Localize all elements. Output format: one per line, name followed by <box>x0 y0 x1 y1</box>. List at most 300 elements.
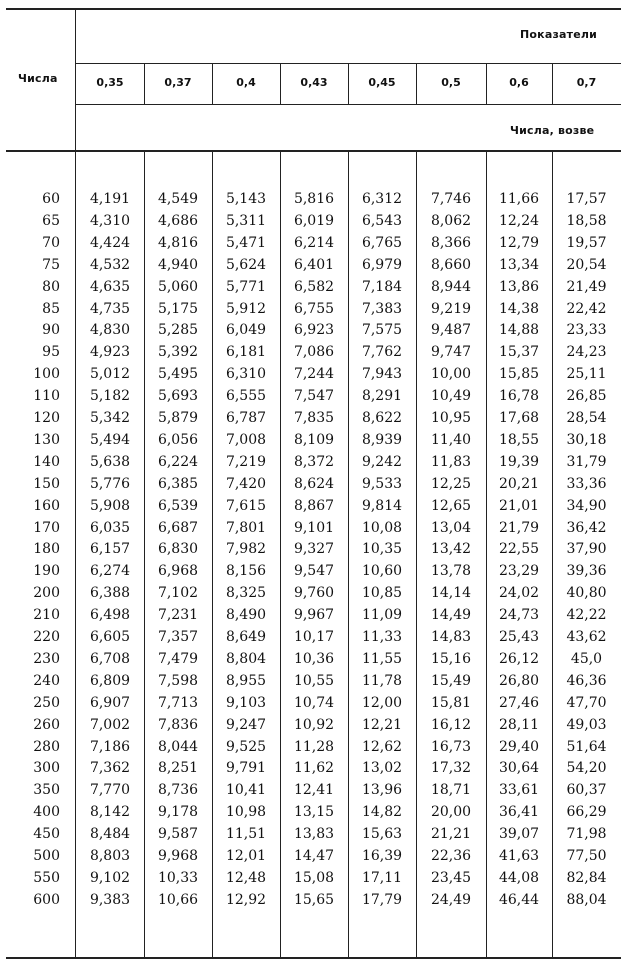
table-cell: 5,771 <box>225 278 267 295</box>
table-cell: 9,327 <box>293 541 335 558</box>
table-cell: 13,78 <box>430 563 472 580</box>
table-cell: 8,490 <box>225 607 267 624</box>
table-cell: 15,37 <box>498 344 540 361</box>
table-cell: 5,908 <box>89 497 131 514</box>
exponent-header: 0,5 <box>441 76 461 89</box>
row-number: 280 <box>33 738 60 755</box>
table-cell: 5,285 <box>157 322 199 339</box>
top-title: Показатели <box>520 28 598 41</box>
table-cell: 8,109 <box>293 431 335 448</box>
table-cell: 7,479 <box>157 650 199 667</box>
table-cell: 11,62 <box>293 760 335 777</box>
table-cell: 60,37 <box>566 782 607 799</box>
table-cell: 11,51 <box>225 826 267 843</box>
table-cell: 39,36 <box>566 563 607 580</box>
table-cell: 51,64 <box>566 738 607 755</box>
table-cell: 9,547 <box>293 563 335 580</box>
table-cell: 6,787 <box>225 410 267 426</box>
row-label-header: Числа <box>18 72 58 85</box>
table-cell: 7,547 <box>293 388 335 405</box>
table-cell: 4,816 <box>157 234 199 251</box>
table-cell: 9,760 <box>293 585 335 602</box>
table-cell: 33,61 <box>498 782 540 799</box>
table-cell: 16,12 <box>430 716 472 733</box>
table-cell: 12,65 <box>430 497 472 514</box>
table-cell: 15,16 <box>430 650 472 667</box>
row-number: 500 <box>33 848 60 864</box>
table-cell: 88,04 <box>566 891 607 908</box>
exponent-header: 0,7 <box>576 76 597 89</box>
table-cell: 21,79 <box>498 519 540 536</box>
row-number: 190 <box>33 563 60 580</box>
table-cell: 9,968 <box>157 848 199 864</box>
table-cell: 54,20 <box>566 760 607 777</box>
row-number: 400 <box>33 804 60 821</box>
table-cell: 13,86 <box>498 278 540 295</box>
row-number: 180 <box>33 541 60 558</box>
table-cell: 10,00 <box>430 366 472 383</box>
table-cell: 4,923 <box>89 344 131 361</box>
table-cell: 5,012 <box>89 366 131 383</box>
table-cell: 6,310 <box>225 366 267 383</box>
table-cell: 6,555 <box>225 388 267 405</box>
table-cell: 9,525 <box>225 738 267 755</box>
table-cell: 26,12 <box>498 650 540 667</box>
table-cell: 4,532 <box>89 256 131 273</box>
row-number: 85 <box>42 300 60 317</box>
sub-title: Числа, возве <box>510 124 595 137</box>
row-number: 300 <box>33 760 60 777</box>
table-cell: 13,96 <box>361 782 403 799</box>
table-cell: 14,49 <box>430 607 472 624</box>
table-cell: 8,251 <box>157 760 199 777</box>
row-number: 150 <box>33 475 60 492</box>
table-cell: 8,622 <box>361 410 403 426</box>
table-cell: 8,804 <box>225 650 267 667</box>
table-cell: 7,598 <box>157 672 199 689</box>
table-cell: 6,979 <box>361 256 403 273</box>
row-number: 75 <box>42 256 60 273</box>
table-cell: 8,736 <box>157 782 199 799</box>
exponent-header: 0,35 <box>96 76 124 89</box>
row-number: 450 <box>33 826 60 843</box>
exponent-header: 0,4 <box>236 76 256 89</box>
table-cell: 12,25 <box>430 475 472 492</box>
row-number: 60 <box>42 191 60 207</box>
table-cell: 33,36 <box>566 475 607 492</box>
table-cell: 8,142 <box>89 804 131 821</box>
table-cell: 6,830 <box>157 541 199 558</box>
table-cell: 15,85 <box>498 366 540 383</box>
table-cell: 21,21 <box>430 826 472 843</box>
table-cell: 6,049 <box>225 322 267 339</box>
table-cell: 71,98 <box>566 826 607 843</box>
table-cell: 5,175 <box>157 300 199 317</box>
table-cell: 5,060 <box>157 278 199 295</box>
table-cell: 7,383 <box>361 300 403 317</box>
table-cell: 6,605 <box>89 629 131 645</box>
table-cell: 8,649 <box>225 629 267 645</box>
table-cell: 9,178 <box>157 804 199 821</box>
table-cell: 22,55 <box>498 541 540 558</box>
row-number: 65 <box>42 212 60 229</box>
table-cell: 7,762 <box>361 344 403 361</box>
table-cell: 5,143 <box>225 191 267 207</box>
table-cell: 12,62 <box>361 738 403 755</box>
table-cell: 7,713 <box>157 694 199 711</box>
table-cell: 8,944 <box>430 278 472 295</box>
table-cell: 10,60 <box>361 563 403 580</box>
table-cell: 6,498 <box>89 607 131 624</box>
table-cell: 17,57 <box>566 191 607 207</box>
table-cell: 14,88 <box>498 322 540 339</box>
table-cell: 13,34 <box>498 256 540 273</box>
table-cell: 4,686 <box>157 212 199 229</box>
table-cell: 27,46 <box>498 694 540 711</box>
table-cell: 14,38 <box>498 300 540 317</box>
table-cell: 22,42 <box>566 300 607 317</box>
table-cell: 6,907 <box>89 694 131 711</box>
table-cell: 40,80 <box>566 585 607 602</box>
table-cell: 14,83 <box>430 629 472 645</box>
table-cell: 8,484 <box>89 826 131 843</box>
table-cell: 66,29 <box>566 804 607 821</box>
table-cell: 9,487 <box>430 322 472 339</box>
table-top-border <box>6 8 621 10</box>
row-number: 250 <box>33 694 60 711</box>
table-cell: 28,54 <box>566 410 607 426</box>
table-cell: 10,74 <box>293 694 335 711</box>
table-cell: 6,388 <box>89 585 131 602</box>
table-cell: 18,55 <box>498 431 540 448</box>
table-cell: 7,244 <box>293 366 335 383</box>
table-cell: 8,939 <box>361 431 403 448</box>
table-cell: 23,33 <box>566 322 607 339</box>
table-cell: 12,92 <box>225 891 267 908</box>
row-number: 70 <box>42 234 60 251</box>
table-cell: 21,49 <box>566 278 607 295</box>
table-cell: 34,90 <box>566 497 607 514</box>
table-cell: 31,79 <box>566 453 607 470</box>
table-cell: 4,940 <box>157 256 199 273</box>
table-cell: 12,21 <box>361 716 403 733</box>
table-cell: 45,0 <box>570 650 603 667</box>
table-cell: 7,002 <box>89 716 131 733</box>
table-cell: 20,00 <box>430 804 472 821</box>
table-cell: 7,008 <box>225 431 267 448</box>
table-cell: 5,392 <box>157 344 199 361</box>
table-cell: 13,04 <box>430 519 472 536</box>
table-cell: 10,41 <box>225 782 267 799</box>
table-cell: 15,65 <box>293 891 335 908</box>
table-cell: 9,242 <box>361 453 403 470</box>
table-cell: 36,41 <box>498 804 540 821</box>
table-cell: 41,63 <box>498 848 540 864</box>
table-cell: 8,624 <box>293 475 335 492</box>
table-cell: 10,66 <box>157 891 199 908</box>
table-cell: 6,765 <box>361 234 403 251</box>
table-cell: 82,84 <box>566 869 607 886</box>
table-cell: 5,624 <box>225 256 267 273</box>
table-cell: 10,36 <box>293 650 335 667</box>
table-cell: 6,056 <box>157 431 199 448</box>
row-number: 200 <box>33 585 60 602</box>
table-cell: 5,693 <box>157 388 199 405</box>
table-cell: 6,401 <box>293 256 335 273</box>
table-cell: 13,42 <box>430 541 472 558</box>
table-cell: 7,836 <box>157 716 199 733</box>
table-cell: 5,471 <box>225 234 267 251</box>
row-number: 230 <box>33 650 60 667</box>
table-cell: 11,09 <box>361 607 403 624</box>
table-cell: 24,49 <box>430 891 472 908</box>
table-cell: 24,73 <box>498 607 540 624</box>
table-cell: 5,182 <box>89 388 131 405</box>
table-cell: 5,495 <box>157 366 199 383</box>
table-cell: 8,867 <box>293 497 335 514</box>
table-cell: 6,214 <box>293 234 335 251</box>
table-cell: 26,85 <box>566 388 607 405</box>
table-cell: 6,582 <box>293 278 335 295</box>
table-cell: 9,103 <box>225 694 267 711</box>
table-cell: 5,638 <box>89 453 131 470</box>
table-cell: 37,90 <box>566 541 607 558</box>
table-cell: 9,247 <box>225 716 267 733</box>
table-cell: 11,33 <box>361 629 403 645</box>
table-cell: 7,102 <box>157 585 199 602</box>
table-cell: 6,543 <box>361 212 403 229</box>
table-cell: 7,086 <box>293 344 335 361</box>
table-cell: 7,835 <box>293 410 335 426</box>
table-cell: 4,424 <box>89 234 131 251</box>
table-cell: 15,63 <box>361 826 403 843</box>
table-cell: 11,55 <box>361 650 403 667</box>
table-cell: 46,36 <box>566 672 607 689</box>
table-cell: 43,62 <box>566 629 607 645</box>
exponent-header: 0,37 <box>164 76 192 89</box>
table-cell: 22,36 <box>430 848 472 864</box>
table-cell: 8,291 <box>361 388 403 405</box>
table-cell: 12,24 <box>498 212 540 229</box>
table-cell: 7,420 <box>225 475 267 492</box>
table-cell: 9,814 <box>361 497 403 514</box>
table-cell: 8,062 <box>430 212 472 229</box>
exponent-header: 0,6 <box>509 76 529 89</box>
table-cell: 13,83 <box>293 826 335 843</box>
table-cell: 14,82 <box>361 804 403 821</box>
table-cell: 14,47 <box>293 848 335 864</box>
table-cell: 7,231 <box>157 607 199 624</box>
table-cell: 8,156 <box>225 563 267 580</box>
table-cell: 12,48 <box>225 869 267 886</box>
table-cell: 5,776 <box>89 475 131 492</box>
table-cell: 14,14 <box>430 585 472 602</box>
table-cell: 15,49 <box>430 672 472 689</box>
row-number: 350 <box>33 782 60 799</box>
table-cell: 10,17 <box>293 629 335 645</box>
table-cell: 4,735 <box>89 300 131 317</box>
table-cell: 12,00 <box>361 694 403 711</box>
table-cell: 25,43 <box>498 629 540 645</box>
table-cell: 5,311 <box>225 212 267 229</box>
row-number: 120 <box>33 410 60 426</box>
table-cell: 8,044 <box>157 738 199 755</box>
table-cell: 7,746 <box>430 191 472 207</box>
table-cell: 10,33 <box>157 869 199 886</box>
row-number: 95 <box>42 344 60 361</box>
table-cell: 77,50 <box>566 848 607 864</box>
row-number: 260 <box>33 716 60 733</box>
table-cell: 18,58 <box>566 212 607 229</box>
table-cell: 17,32 <box>430 760 472 777</box>
header-bottom-border <box>6 150 621 152</box>
table-cell: 9,747 <box>430 344 472 361</box>
table-cell: 15,08 <box>293 869 335 886</box>
table-cell: 11,66 <box>498 191 540 207</box>
table-cell: 18,71 <box>430 782 472 799</box>
table-cell: 6,809 <box>89 672 131 689</box>
table-cell: 8,325 <box>225 585 267 602</box>
table-cell: 6,385 <box>157 475 199 492</box>
table-cell: 9,587 <box>157 826 199 843</box>
table-cell: 49,03 <box>566 716 607 733</box>
table-cell: 9,383 <box>89 891 131 908</box>
row-number: 110 <box>33 388 60 405</box>
table-cell: 26,80 <box>498 672 540 689</box>
table-cell: 7,982 <box>225 541 267 558</box>
table-cell: 10,08 <box>361 519 403 536</box>
table-cell: 5,342 <box>89 410 131 426</box>
table-cell: 7,219 <box>225 453 267 470</box>
table-cell: 9,533 <box>361 475 403 492</box>
table-cell: 7,357 <box>157 629 199 645</box>
table-cell: 47,70 <box>566 694 607 711</box>
table-cell: 6,312 <box>361 191 403 207</box>
table-cell: 10,95 <box>430 410 472 426</box>
table-cell: 6,274 <box>89 563 131 580</box>
table-cell: 7,943 <box>361 366 403 383</box>
table-cell: 46,44 <box>498 891 540 908</box>
table-cell: 36,42 <box>566 519 607 536</box>
table-cell: 11,78 <box>361 672 403 689</box>
table-cell: 12,01 <box>225 848 267 864</box>
table-cell: 13,15 <box>293 804 335 821</box>
table-cell: 10,92 <box>293 716 335 733</box>
table-cell: 7,770 <box>89 782 131 799</box>
table-cell: 6,224 <box>157 453 199 470</box>
table-cell: 7,575 <box>361 322 403 339</box>
table-cell: 7,362 <box>89 760 131 777</box>
row-number: 240 <box>33 672 60 689</box>
table-cell: 24,23 <box>566 344 607 361</box>
table-cell: 30,64 <box>498 760 540 777</box>
table-cell: 5,816 <box>293 191 335 207</box>
table-cell: 7,615 <box>225 497 267 514</box>
table-cell: 4,549 <box>157 191 199 207</box>
table-cell: 39,07 <box>498 826 540 843</box>
table-cell: 7,186 <box>89 738 131 755</box>
table-cell: 17,11 <box>361 869 403 886</box>
table-cell: 6,923 <box>293 322 335 339</box>
table-cell: 23,45 <box>430 869 472 886</box>
table-cell: 23,29 <box>498 563 540 580</box>
table-cell: 6,687 <box>157 519 199 536</box>
exponent-header: 0,45 <box>368 76 396 89</box>
table-cell: 8,366 <box>430 234 472 251</box>
row-number: 80 <box>42 278 60 295</box>
table-cell: 17,79 <box>361 891 403 908</box>
table-cell: 6,157 <box>89 541 131 558</box>
table-cell: 6,968 <box>157 563 199 580</box>
table-cell: 11,40 <box>430 431 472 448</box>
row-number: 170 <box>33 519 60 536</box>
table-cell: 6,019 <box>293 212 335 229</box>
table-cell: 6,708 <box>89 650 131 667</box>
table-cell: 25,11 <box>566 366 607 383</box>
table-cell: 8,372 <box>293 453 335 470</box>
table-cell: 24,02 <box>498 585 540 602</box>
table-cell: 10,98 <box>225 804 267 821</box>
table-cell: 29,40 <box>498 738 540 755</box>
table-cell: 10,55 <box>293 672 335 689</box>
table-cell: 9,967 <box>293 607 335 624</box>
table-cell: 6,035 <box>89 519 131 536</box>
table-cell: 9,101 <box>293 519 335 536</box>
table-cell: 5,494 <box>89 431 131 448</box>
table-cell: 10,85 <box>361 585 403 602</box>
table-cell: 42,22 <box>566 607 607 624</box>
table-cell: 13,02 <box>361 760 403 777</box>
table-cell: 9,791 <box>225 760 267 777</box>
table-cell: 6,181 <box>225 344 267 361</box>
table-cell: 15,81 <box>430 694 472 711</box>
row-number: 100 <box>33 366 60 383</box>
table-cell: 17,68 <box>498 410 540 426</box>
table-cell: 16,78 <box>498 388 540 405</box>
table-cell: 8,660 <box>430 256 472 273</box>
table-cell: 12,41 <box>293 782 335 799</box>
table-cell: 7,801 <box>225 519 267 536</box>
table-cell: 19,57 <box>566 234 607 251</box>
row-number: 90 <box>42 322 60 339</box>
table-cell: 19,39 <box>498 453 540 470</box>
table-cell: 10,35 <box>361 541 403 558</box>
exponent-header: 0,43 <box>300 76 328 89</box>
table-cell: 10,49 <box>430 388 472 405</box>
table-cell: 20,54 <box>566 256 607 273</box>
table-cell: 9,102 <box>89 869 131 886</box>
row-number: 130 <box>33 431 60 448</box>
table-cell: 12,79 <box>498 234 540 251</box>
row-number: 210 <box>33 607 60 624</box>
table-cell: 6,755 <box>293 300 335 317</box>
table-cell: 16,39 <box>361 848 403 864</box>
table-cell: 30,18 <box>566 431 607 448</box>
table-cell: 11,28 <box>293 738 335 755</box>
table-cell: 9,219 <box>430 300 472 317</box>
table-cell: 11,83 <box>430 453 472 470</box>
row-number: 140 <box>33 453 60 470</box>
table-cell: 44,08 <box>498 869 540 886</box>
row-number: 160 <box>33 497 60 514</box>
table-cell: 5,879 <box>157 410 199 426</box>
table-cell: 4,635 <box>89 278 131 295</box>
table-cell: 4,830 <box>89 322 131 339</box>
table-cell: 4,310 <box>89 212 131 229</box>
table-cell: 21,01 <box>498 497 540 514</box>
table-cell: 8,803 <box>89 848 131 864</box>
table-cell: 20,21 <box>498 475 540 492</box>
